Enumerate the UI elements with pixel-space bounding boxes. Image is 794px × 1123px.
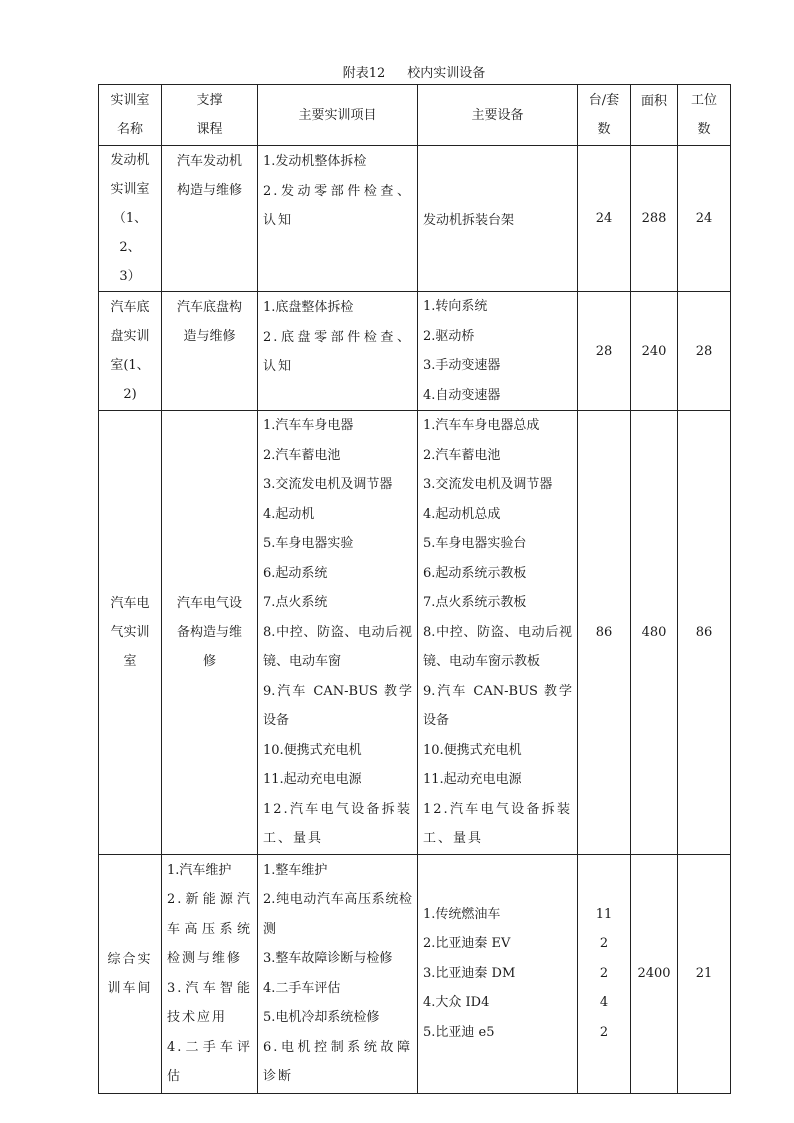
- sets-cell: 28: [578, 292, 631, 411]
- course-cell: 1.汽车维护 2.新能源汽车高压系统检测与维修 3.汽车智能技术应用 4.二手车评估: [162, 854, 258, 1093]
- table-row: [99, 411, 731, 855]
- sets-cell: 24: [578, 146, 631, 292]
- course-cell: 汽车发动机 构造与维修: [162, 146, 258, 292]
- room-name-cell: 发动机 实训室 （1、2、 3）: [99, 146, 162, 292]
- header-equipment: 主要设备: [418, 85, 578, 146]
- stations-cell: 21: [678, 854, 731, 1093]
- table-caption: [98, 64, 730, 84]
- table-row: [99, 146, 731, 292]
- header-area: 面积: [631, 85, 678, 146]
- sets-cell: 86: [578, 411, 631, 855]
- area-cell: 2400: [631, 854, 678, 1093]
- stations-cell: 86: [678, 411, 731, 855]
- course-cell: 汽车电气设 备构造与维 修: [162, 411, 258, 855]
- projects-cell: 1.汽车车身电器 2.汽车蓄电池 3.交流发电机及调节器 4.起动机 5.车身电器实验 6.起动系统 7.点火系统 8.中控、防盗、电动后视镜、电动车窗 9.汽车 CAN-BUS 教学设备 10.便携式充电机 11.起动充电电源 12.汽车电气设备拆装工、量具: [258, 411, 418, 855]
- equipment-cell: 发动机拆装台架: [418, 146, 578, 292]
- header-stations: 工位 数: [678, 85, 731, 146]
- projects-cell: 1.整车维护 2.纯电动汽车高压系统检测 3.整车故障诊断与检修 4.二手车评估 5.电机冷却系统检修 6.电机控制系统故障诊断: [258, 854, 418, 1093]
- header-row: [99, 85, 731, 146]
- projects-cell: 1.底盘整体拆检 2.底盘零部件检查、认知: [258, 292, 418, 411]
- room-name-cell: 汽车电 气实训 室: [99, 411, 162, 855]
- area-cell: 288: [631, 146, 678, 292]
- projects-cell: 1.发动机整体拆检 2.发动零部件检查、认知: [258, 146, 418, 292]
- area-cell: 480: [631, 411, 678, 855]
- header-course: 支撑 课程: [162, 85, 258, 146]
- equipment-cell: 1.汽车车身电器总成 2.汽车蓄电池 3.交流发电机及调节器 4.起动机总成 5.车身电器实验台 6.起动系统示教板 7.点火系统示教板 8.中控、防盗、电动后视镜、电动车窗示教板 9.汽车 CAN-BUS 教学设备 10.便携式充电机 11.起动充电电源 12.汽车电气设备拆装工、量具: [418, 411, 578, 855]
- course-cell: 汽车底盘构 造与维修: [162, 292, 258, 411]
- header-room: 实训室 名称: [99, 85, 162, 146]
- equipment-table: [98, 84, 731, 1094]
- area-cell: 240: [631, 292, 678, 411]
- header-projects: 主要实训项目: [258, 85, 418, 146]
- stations-cell: 24: [678, 146, 731, 292]
- room-name-cell: 综合实 训车间: [99, 854, 162, 1093]
- sets-cell: 11 2 2 4 2: [578, 854, 631, 1093]
- equipment-cell: 1.转向系统 2.驱动桥 3.手动变速器 4.自动变速器: [418, 292, 578, 411]
- room-name-cell: 汽车底 盘实训 室(1、2): [99, 292, 162, 411]
- stations-cell: 28: [678, 292, 731, 411]
- caption-title: 校内实训设备: [407, 66, 486, 81]
- table-row: [99, 292, 731, 411]
- header-sets: 台/套 数: [578, 85, 631, 146]
- equipment-cell: 1.传统燃油车 2.比亚迪秦 EV 3.比亚迪秦 DM 4.大众 ID4 5.比亚迪 e5: [418, 854, 578, 1093]
- table-row: [99, 854, 731, 1093]
- caption-label: 附表12: [342, 66, 386, 81]
